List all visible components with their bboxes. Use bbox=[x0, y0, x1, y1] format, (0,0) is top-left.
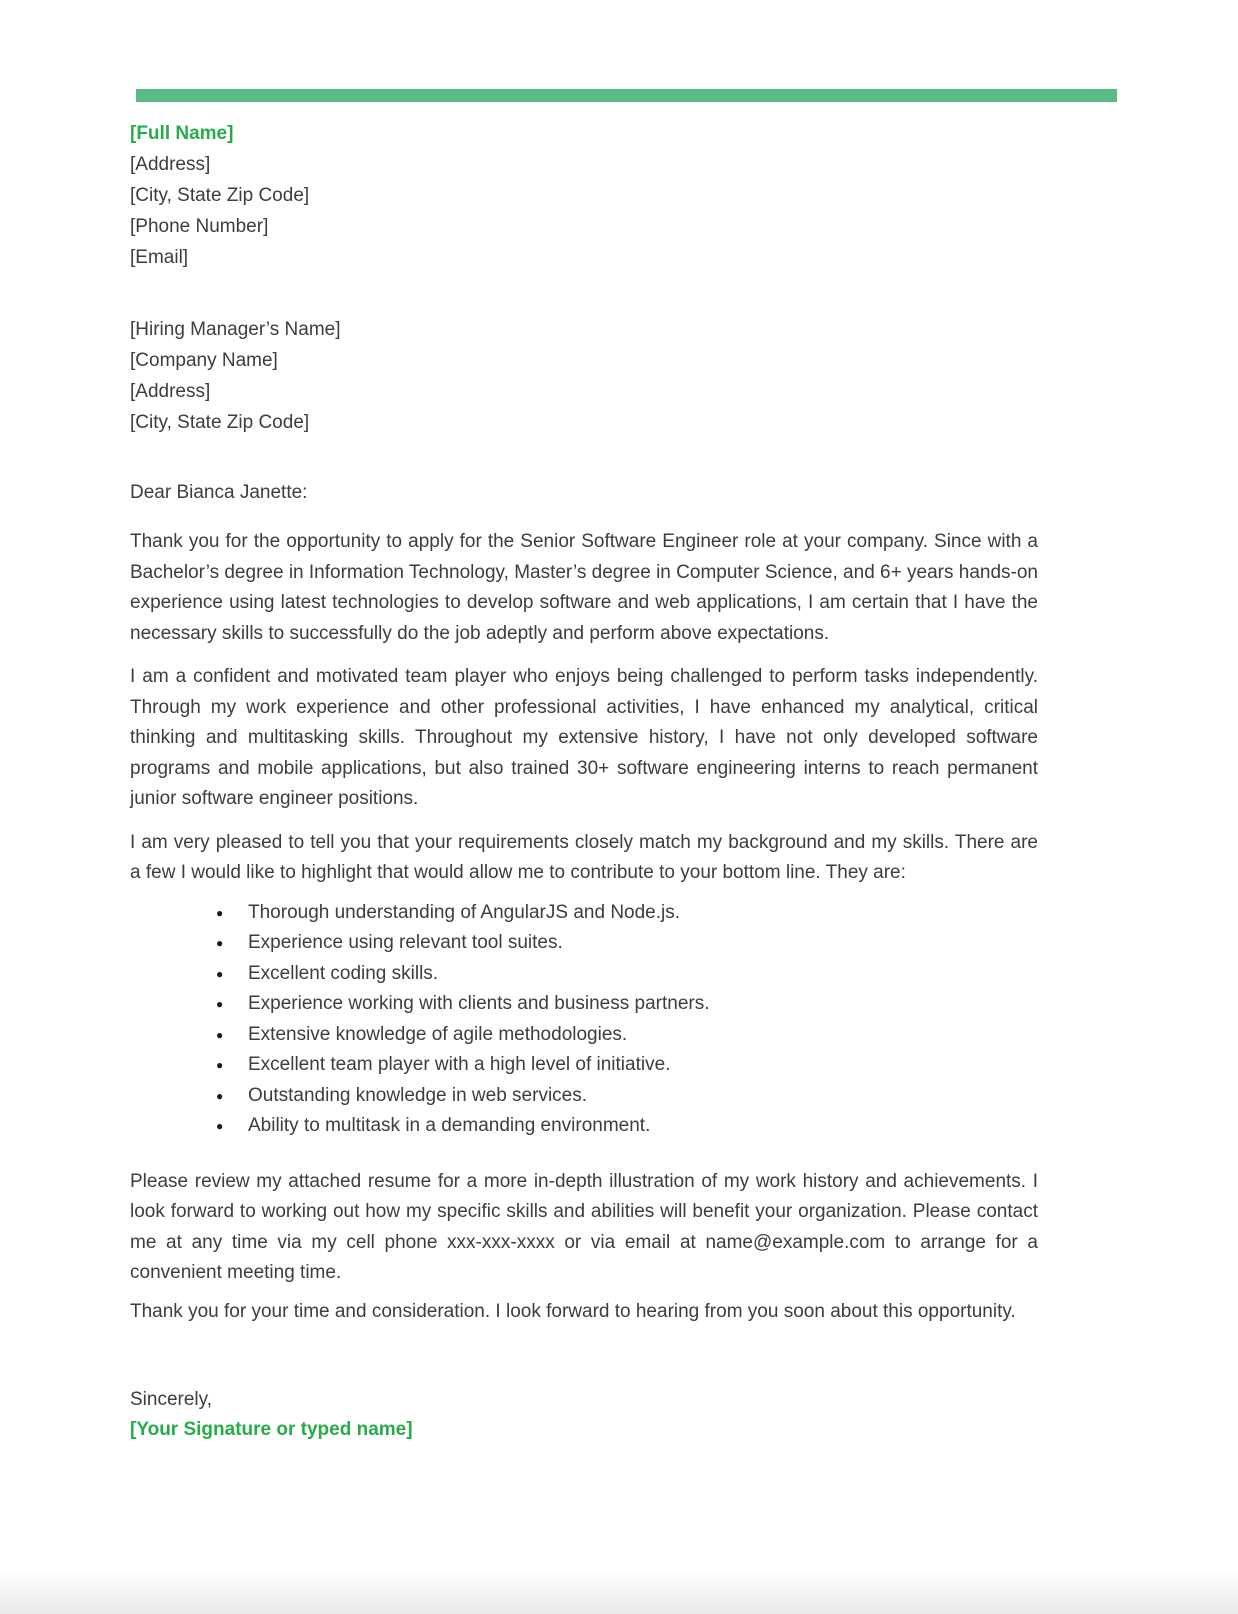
paragraph-resume-review: Please review my attached resume for a more in-depth illustration of my work history and achievements. I look forward to working out how my specific skills and abilities will benefit your organization. Please contact me at any time via my cell phone xxx-xxx-xxxx or via email at name@example.com to arrange for a convenient meeting time. bbox=[130, 1170, 1038, 1283]
bullet-icon: ● bbox=[216, 1058, 224, 1072]
recipient-block bbox=[130, 314, 1130, 438]
list-item bbox=[130, 989, 1130, 1020]
list-item-text: Excellent coding skills. bbox=[248, 962, 439, 984]
accent-bar bbox=[136, 89, 1117, 102]
list-item bbox=[130, 1111, 1130, 1142]
list-item-text: Extensive knowledge of agile methodologies. bbox=[248, 1023, 628, 1045]
list-item bbox=[130, 1081, 1130, 1112]
sender-address: [Address] bbox=[130, 154, 211, 175]
recipient-city-state-zip: [City, State Zip Code] bbox=[130, 412, 310, 433]
list-item bbox=[130, 959, 1130, 990]
recipient-address: [Address] bbox=[130, 381, 211, 402]
list-item-text: Thorough understanding of AngularJS and Node.js. bbox=[248, 901, 681, 923]
list-item bbox=[130, 898, 1130, 929]
skills-bullet-list bbox=[130, 898, 1130, 1142]
signoff-block bbox=[130, 1385, 1130, 1445]
bullet-icon: ● bbox=[216, 1119, 224, 1133]
paragraph-experience: I am a confident and motivated team player who enjoys being challenged to perform tasks independently. Through my work experience and other professional activities, I have enhanced my analytical, critical thinking and multitasking skills. Throughout my extensive history, I have not only developed software programs and mobile applications, but also trained 30+ software engineering interns to reach permanent junior software engineer positions. bbox=[130, 666, 1038, 809]
list-item-text: Ability to multitask in a demanding environment. bbox=[248, 1115, 651, 1136]
sender-email: [Email] bbox=[130, 247, 189, 268]
list-item bbox=[130, 928, 1130, 959]
signature-placeholder: [Your Signature or typed name] bbox=[130, 1419, 413, 1440]
sender-full-name: [Full Name] bbox=[130, 123, 234, 144]
bullet-icon: ● bbox=[216, 1088, 224, 1103]
signoff-sincerely: Sincerely, bbox=[130, 1389, 213, 1410]
bullet-icon: ● bbox=[216, 997, 224, 1011]
list-item-text: Experience using relevant tool suites. bbox=[248, 932, 563, 953]
list-item-text: Experience working with clients and business partners. bbox=[248, 993, 710, 1014]
salutation: Dear Bianca Janette: bbox=[130, 482, 308, 503]
recipient-hiring-manager: [Hiring Manager’s Name] bbox=[130, 319, 341, 340]
list-item-text: Excellent team player with a high level of initiative. bbox=[248, 1054, 671, 1075]
paragraph-thanks: Thank you for your time and consideration. I look forward to hearing from you soon about this opportunity. bbox=[130, 1300, 1016, 1322]
list-item bbox=[130, 1020, 1130, 1051]
list-item bbox=[130, 1050, 1130, 1081]
bullet-icon: ● bbox=[216, 905, 224, 920]
paragraph-highlights-lead: I am very pleased to tell you that your requirements closely match my background and my skills. There are a few I would like to highlight that would allow me to contribute to your bottom line. They are: bbox=[130, 831, 1038, 883]
sender-phone: [Phone Number] bbox=[130, 216, 269, 237]
paragraph-intro: Thank you for the opportunity to apply for the Senior Software Engineer role at your company. Since with a Bachelor’s degree in Information Technology, Master’s degree in Computer Science, and 6+ years hands-on experience using latest technologies to develop software and web applications, I am certain that I have the necessary skills to successfully do the job adeptly and perform above expectations. bbox=[130, 531, 1038, 644]
bullet-icon: ● bbox=[216, 966, 224, 981]
sender-city-state-zip: [City, State Zip Code] bbox=[130, 185, 310, 206]
sender-block bbox=[130, 118, 1130, 273]
letter-content bbox=[130, 0, 1130, 1445]
recipient-company: [Company Name] bbox=[130, 350, 278, 371]
list-item-text: Outstanding knowledge in web services. bbox=[248, 1084, 588, 1106]
bullet-icon: ● bbox=[216, 936, 224, 950]
bullet-icon: ● bbox=[216, 1027, 224, 1042]
page-bottom-shadow bbox=[0, 1568, 1238, 1614]
